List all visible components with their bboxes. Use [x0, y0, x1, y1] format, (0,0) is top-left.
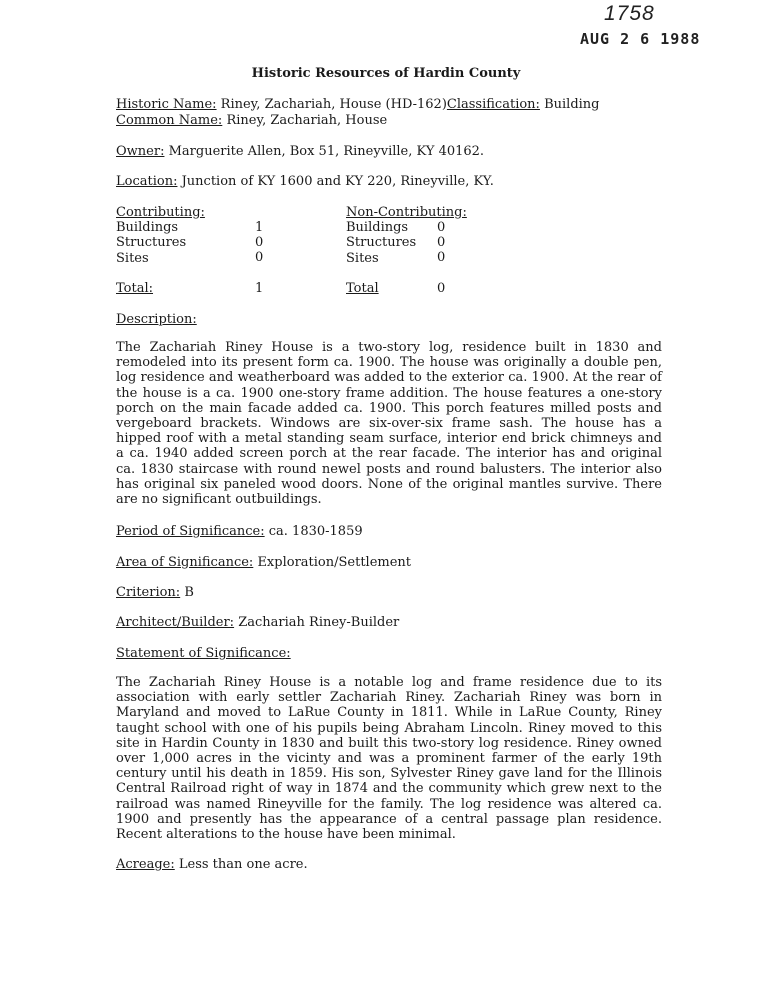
nc-row-label-sites: Sites — [346, 250, 379, 266]
contributing-counts — [255, 220, 263, 266]
nc-row-label-buildings: Buildings — [346, 220, 409, 236]
noncontributing-sites: 0 — [437, 250, 446, 266]
description-label: Description: — [116, 312, 197, 327]
period-value: ca. 1830-1859 — [268, 524, 363, 539]
common-name-value: Riney, Zachariah, House — [226, 113, 388, 128]
owner-value: Marguerite Allen, Box 51, Rineyville, KY 40162. — [168, 144, 485, 159]
historic-name-value: Riney, Zachariah, House (HD-162) — [220, 97, 447, 112]
row-label-sites: Sites — [116, 250, 149, 266]
handwritten-number: 1758 — [604, 2, 655, 25]
row-label-structures: Structures — [116, 235, 187, 251]
classification-value: Building — [544, 97, 600, 112]
noncontributing-counts — [437, 220, 445, 266]
architect-value: Zachariah Riney-Builder — [238, 615, 400, 630]
page-title: Historic Resources of Hardin County — [251, 66, 521, 81]
architect-line — [116, 615, 399, 630]
acreage-value: Less than one acre. — [178, 857, 308, 872]
common-name-label: Common Name: — [116, 113, 223, 128]
architect-label: Architect/Builder: — [116, 615, 235, 630]
area-value: Exploration/Settlement — [257, 555, 412, 570]
location-label: Location: — [116, 174, 178, 189]
noncontributing-header: Non-Contributing: — [346, 205, 467, 220]
criterion-line — [116, 585, 194, 600]
total-noncontributing: 0 — [437, 281, 446, 296]
contributing-labels — [116, 205, 205, 266]
common-name-line — [116, 113, 387, 128]
criterion-label: Criterion: — [116, 585, 181, 600]
description-text: The Zachariah Riney House is a two-story log, residence built in 1830 and remodeled into its present form ca. 1900. The house was originally a double pen, log residence and weatherboard was added to the exterior ca. 1900. At the rear of the house is a ca. 1900 one-story frame addition. The house features a one-story porch on the main facade added ca. 1900. This porch features milled posts and vergeboard brackets. Windows are six-over-six frame sash. The house has a hipped roof with a metal standing seam surface, interior end brick chimneys and a ca. 1940 added screen porch at the rear facade. The interior has and original ca. 1830 staircase with round newel posts and round balusters. The interior also has original six paneled wood doors. None of the original mantles survive. There are no significant outbuildings. — [116, 340, 662, 508]
total-contributing: 1 — [255, 281, 264, 296]
contributing-buildings: 1 — [255, 220, 264, 235]
period-line — [116, 524, 363, 539]
noncontributing-labels — [346, 205, 467, 266]
date-stamp: AUG 2 6 1988 — [580, 30, 701, 48]
nc-row-label-structures: Structures — [346, 235, 417, 251]
statement-text: The Zachariah Riney House is a notable log and frame residence due to its association with early settler Zachariah Riney. Zachariah Riney was born in Maryland and moved to LaRue County in 1811. While in LaRue County, Riney taught school with one of his pupils being Abraham Lincoln. Riney moved to this site in Hardin County in 1830 and built this two-story log residence. Riney owned over 1,000 acres in the vicinty and was a prominent farmer of the early 19th century until his death in 1859. His son, Sylvester Riney gave land for the Illinois Central Railroad right of way in 1874 and the community which grew next to the railroad was named Rineyville for the family. The log residence was altered ca. 1900 and presently has the appearance of a central passage plan residence. Recent alterations to the house have been minimal. — [116, 675, 662, 843]
period-label: Period of Significance: — [116, 524, 265, 539]
statement-label: Statement of Significance: — [116, 646, 291, 661]
owner-line — [116, 144, 484, 159]
location-line — [116, 174, 494, 189]
criterion-value: B — [184, 585, 194, 600]
historic-name-label: Historic Name: — [116, 97, 217, 112]
row-label-buildings: Buildings — [116, 220, 179, 236]
total-label-noncontributing: Total — [346, 281, 379, 296]
owner-label: Owner: — [116, 144, 165, 159]
contributing-header: Contributing: — [116, 205, 205, 220]
noncontributing-buildings: 0 — [437, 220, 446, 235]
area-line — [116, 555, 411, 570]
area-label: Area of Significance: — [116, 555, 254, 570]
acreage-line — [116, 857, 308, 872]
contributing-structures: 0 — [255, 235, 264, 251]
total-label: Total: — [116, 281, 154, 296]
contributing-sites: 0 — [255, 250, 264, 266]
classification-label: Classification: — [446, 97, 540, 112]
location-value: Junction of KY 1600 and KY 220, Rineyville, KY. — [181, 174, 494, 189]
historic-name-line — [116, 97, 600, 112]
noncontributing-structures: 0 — [437, 235, 446, 251]
acreage-label: Acreage: — [116, 857, 175, 872]
